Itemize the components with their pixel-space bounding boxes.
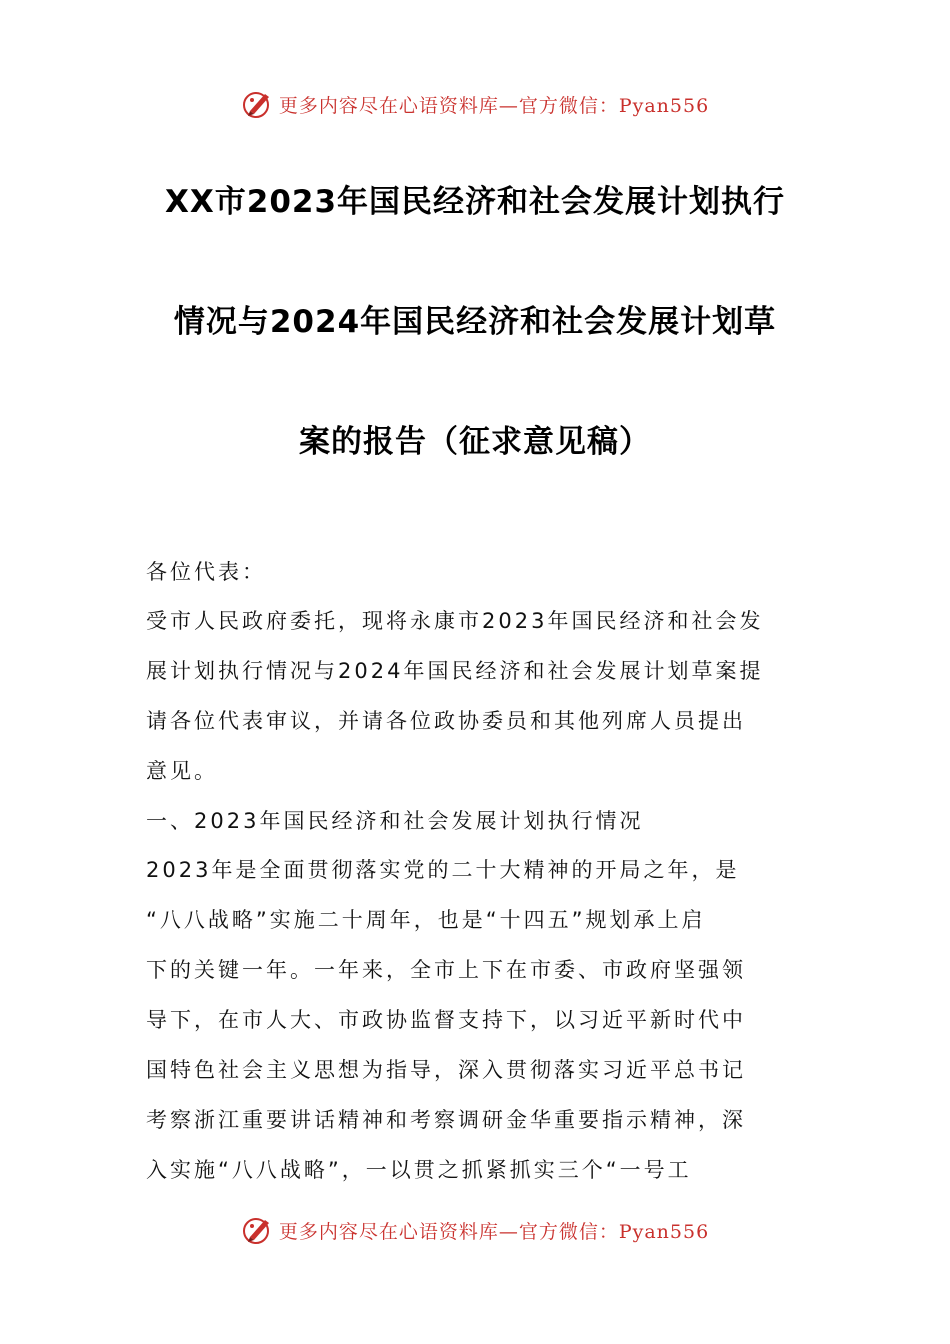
document-title-line-2: 情况与2024年国民经济和社会发展计划草 <box>173 304 777 340</box>
section-heading: 一、2023年国民经济和社会发展计划执行情况 <box>146 809 644 833</box>
body-line: 考察浙江重要讲话精神和考察调研金华重要指示精神，深 <box>146 1108 746 1132</box>
document-title-line-3: 案的报告（征求意见稿） <box>299 424 651 460</box>
body-line: 入实施“八八战略”，一以贯之抓紧抓实三个“一号工 <box>146 1158 692 1182</box>
body-line: 下的关键一年。一年来，全市上下在市委、市政府坚强领 <box>146 958 746 982</box>
body-line: 国特色社会主义思想为指导，深入贯彻落实习近平总书记 <box>146 1058 746 1082</box>
body-line: 意见。 <box>146 759 218 783</box>
document-title-line-1: XX市2023年国民经济和社会发展计划执行 <box>164 184 786 220</box>
watermark-banner-top <box>0 84 950 124</box>
watermark-text-bottom: 更多内容尽在心语资料库—官方微信：Pyan556 <box>278 1220 710 1243</box>
pen-logo-icon <box>241 87 275 121</box>
watermark-banner-bottom <box>0 1210 950 1250</box>
body-line: 受市人民政府委托，现将永康市2023年国民经济和社会发 <box>146 609 764 633</box>
body-line: 2023年是全面贯彻落实党的二十大精神的开局之年，是 <box>146 858 740 882</box>
body-line: “八八战略”实施二十周年，也是“十四五”规划承上启 <box>146 908 706 932</box>
watermark-text-top: 更多内容尽在心语资料库—官方微信：Pyan556 <box>278 94 710 117</box>
pen-logo-icon <box>241 1213 275 1247</box>
body-line: 导下，在市人大、市政协监督支持下，以习近平新时代中 <box>146 1008 746 1032</box>
body-line: 展计划执行情况与2024年国民经济和社会发展计划草案提 <box>146 659 764 683</box>
body-line: 请各位代表审议，并请各位政协委员和其他列席人员提出 <box>146 709 746 733</box>
salutation: 各位代表： <box>146 560 266 584</box>
